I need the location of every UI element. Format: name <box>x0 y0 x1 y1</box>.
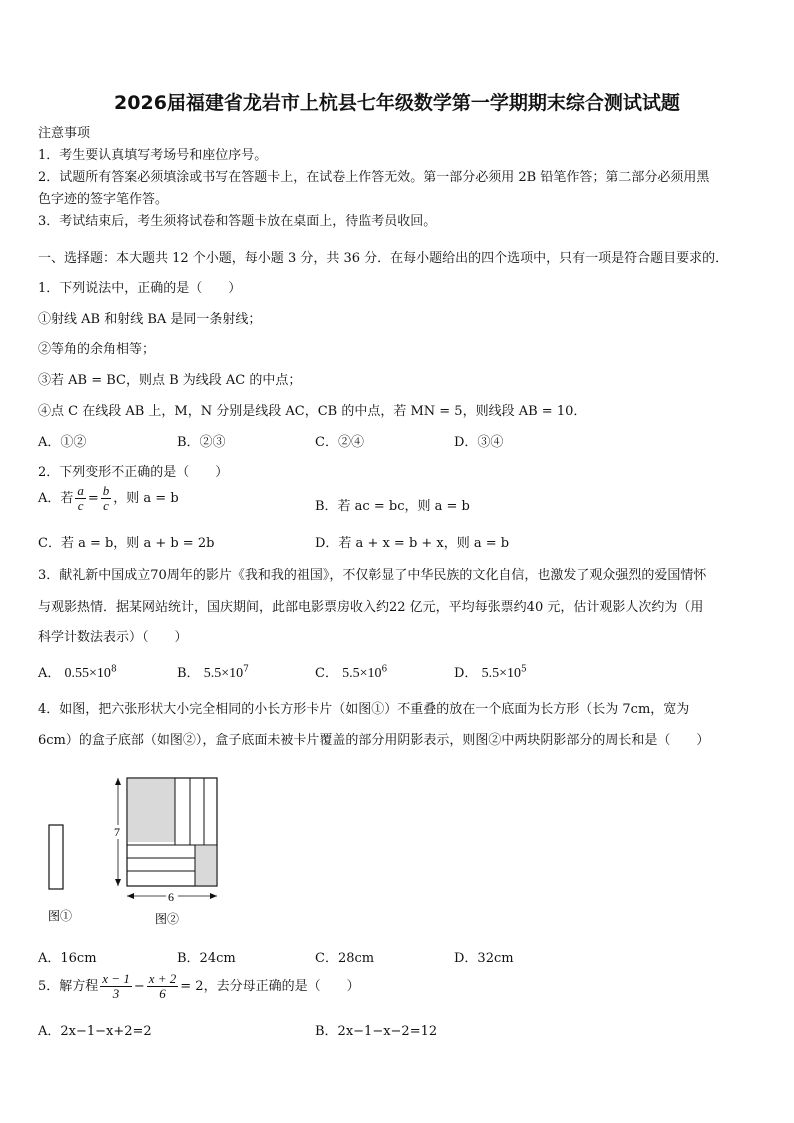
q4-option-a: A．16cm <box>38 951 97 966</box>
fig2-caption: 图② <box>155 912 180 926</box>
fraction: $\frac{x + 2}{6}$ <box>148 971 177 1001</box>
q1-statement-2: ②等角的余角相等； <box>38 342 156 357</box>
fraction: $\frac{b}{c}$ <box>102 483 110 513</box>
q3-option-d: D． $5.5\times 10^5$ <box>454 664 527 681</box>
fraction: $\frac{x - 1}{3}$ <box>102 971 130 1001</box>
q1-option-a: A．①② <box>38 435 87 450</box>
q2-option-c: C．若 a = b，则 a + b = 2b <box>38 536 215 551</box>
q5-stem: 5．解方程 $\frac{x - 1}{3}$ − $\frac{x + 2}{6}$ = 2，去分母正确的是（ ） <box>38 971 360 1001</box>
notice-item-3: 3．考试结束后，考生须将试卷和答题卡放在桌面上，待监考员收回。 <box>38 214 437 229</box>
q5-option-a: A．2x−1−x+2=2 <box>38 1024 152 1039</box>
q2-stem: 2．下列变形不正确的是（ ） <box>38 465 229 480</box>
arrow-up-icon <box>115 778 121 785</box>
q1-option-d: D．③④ <box>454 435 504 450</box>
section-heading: 一、选择题：本大题共 12 个小题，每小题 3 分，共 36 分．在每小题给出的四个选项中，只有一项是符合题目要求的． <box>38 251 729 266</box>
page-title: 2026届福建省龙岩市上杭县七年级数学第一学期期末综合测试试题 <box>114 92 680 114</box>
q1-statement-4: ④点 C 在线段 AB 上，M，N 分别是线段 AC，CB 的中点，若 MN = 5，则线段 AB = 10． <box>38 404 587 419</box>
arrow-right-icon <box>210 893 217 899</box>
q3-option-c: C． $5.5\times 10^6$ <box>315 664 388 681</box>
q1-option-b: B．②③ <box>177 435 226 450</box>
height-label: 7 <box>114 825 120 839</box>
arrow-left-icon <box>127 893 134 899</box>
arrow-down-icon <box>115 879 121 886</box>
q4-line-2: 6cm）的盒子底部（如图②），盒子底面未被卡片覆盖的部分用阴影表示，则图②中两块阴影部分的周长和是（ ） <box>38 733 710 748</box>
q1-option-c: C．②④ <box>315 435 364 450</box>
q1-statement-3: ③若 AB = BC，则点 B 为线段 AC 的中点； <box>38 373 302 388</box>
q2-a-prefix: A．若 <box>38 491 74 506</box>
notice-item-2: 2．试题所有答案必须填涂或书写在答题卡上，在试卷上作答无效。第一部分必须用 2B 铅笔作答；第二部分必须用黑 <box>38 170 710 185</box>
notice-item-2-cont: 色字迹的签字笔作答。 <box>38 192 169 207</box>
shaded-region-top <box>128 779 175 842</box>
q1-stem: 1．下列说法中，正确的是（ ） <box>38 281 242 296</box>
q4-option-b: B．24cm <box>177 951 236 966</box>
notice-heading: 注意事项 <box>38 126 91 141</box>
q4-option-d: D．32cm <box>454 951 514 966</box>
q3-line-2: 与观影热情．据某网站统计，国庆期间，此部电影票房收入约22 亿元，平均每张票约40 元，估计观影人次约为（用 <box>38 600 704 615</box>
q3-option-b: B． $5.5\times 10^7$ <box>177 664 249 681</box>
q2-option-d: D．若 a + x = b + x，则 a = b <box>315 536 510 551</box>
q4-line-1: 4．如图，把六张形状大小完全相同的小长方形卡片（如图①）不重叠的放在一个底面为长方形（长为 7cm，宽为 <box>38 702 690 717</box>
fraction: $\frac{a}{c}$ <box>77 483 84 513</box>
q5-option-b: B．2x−1−x−2=12 <box>315 1024 438 1039</box>
q3-line-1: 3．献礼新中国成立70周年的影片《我和我的祖国》，不仅彰显了中华民族的文化自信，也激发了观众强烈的爱国情怀 <box>38 568 707 583</box>
card-rectangle <box>49 825 63 889</box>
shaded-region-bottom <box>195 846 216 885</box>
q3-line-3: 科学计数法表示）（ ） <box>38 630 188 645</box>
notice-item-1: 1．考生要认真填写考场号和座位序号。 <box>38 148 268 163</box>
q4-option-c: C．28cm <box>315 951 375 966</box>
q2-option-a: A．若 $\frac{a}{c}$ = $\frac{b}{c}$ ，则 a = b <box>38 483 179 513</box>
q2-option-b: B．若 ac = bc，则 a = b <box>315 499 470 514</box>
q4-figure <box>30 770 230 930</box>
width-label: 6 <box>168 890 174 904</box>
fig1-caption: 图① <box>48 909 73 923</box>
q3-option-a: A． $0.55\times 10^8$ <box>38 664 117 681</box>
q1-statement-1: ①射线 AB 和射线 BA 是同一条射线； <box>38 312 262 327</box>
